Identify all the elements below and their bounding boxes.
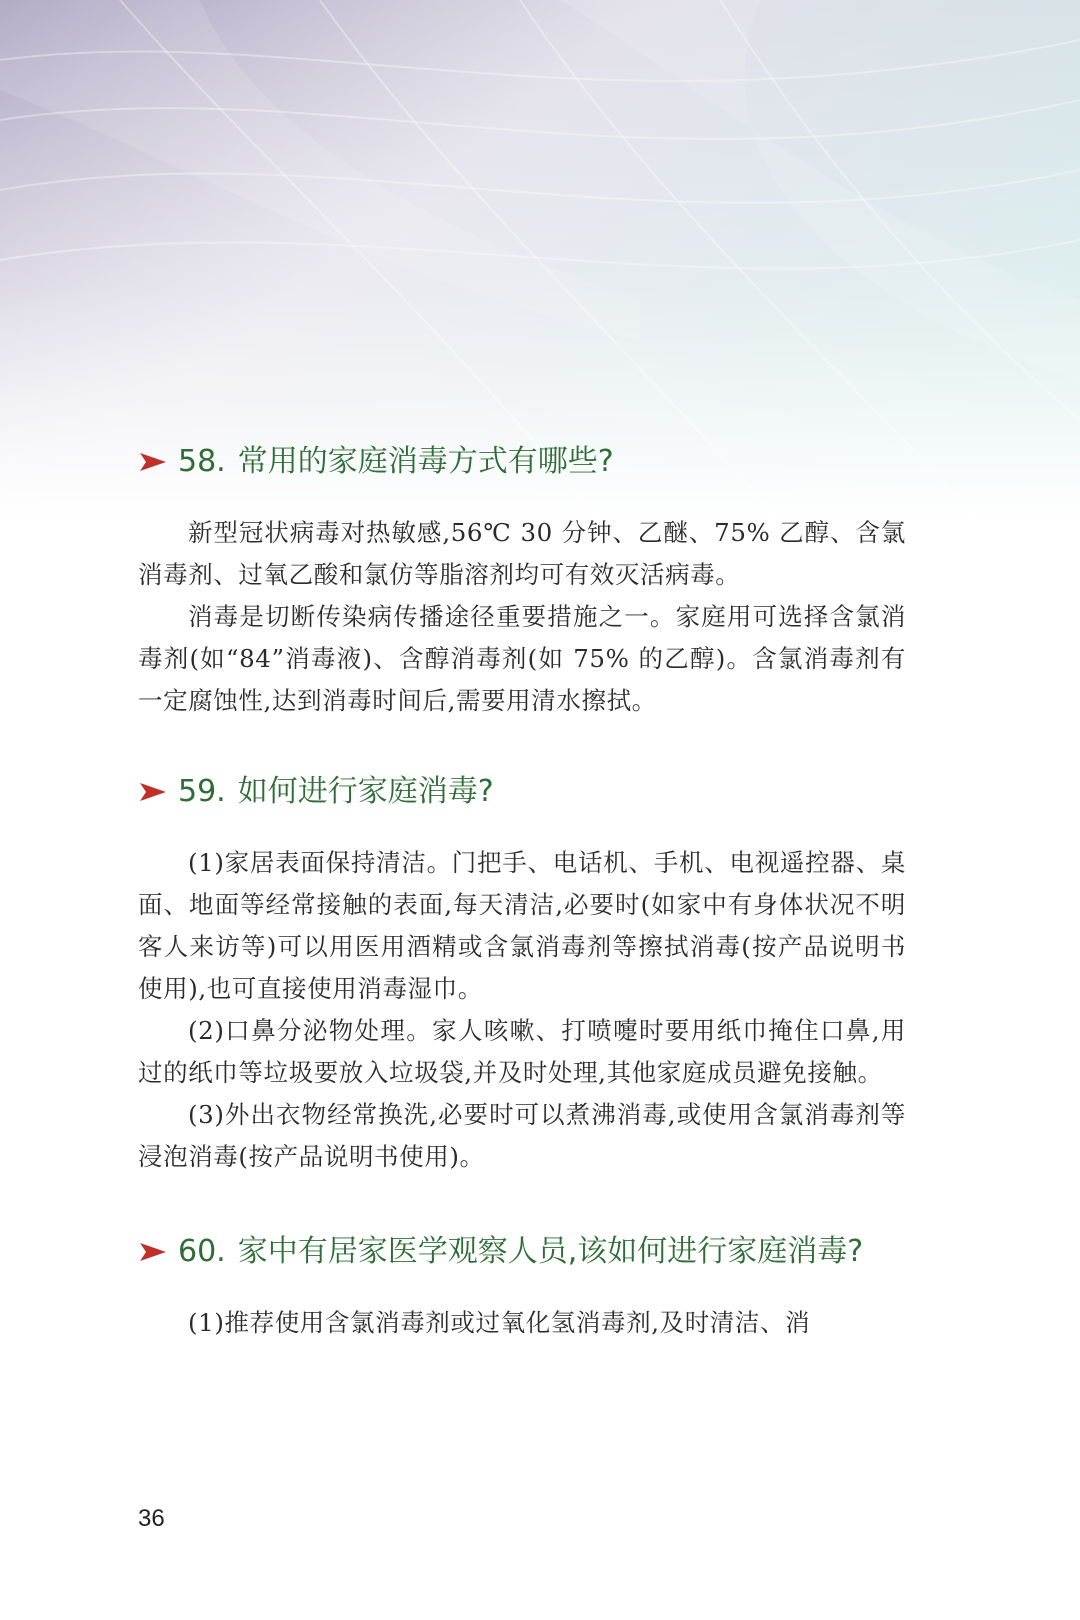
section-number: 60.: [178, 1234, 226, 1269]
paragraph: (2)口鼻分泌物处理。家人咳嗽、打喷嚏时要用纸巾掩住口鼻,用过的纸巾等垃圾要放入垃圾袋,并及时处理,其他家庭成员避免接触。: [138, 1016, 906, 1087]
paragraph: 消毒是切断传染病传播途径重要措施之一。家庭用可选择含氯消毒剂(如“84”消毒液)、含醇消毒剂(如 75% 的乙醇)。含氯消毒剂有一定腐蚀性,达到消毒时间后,需要用清水擦拭。: [138, 602, 906, 715]
section-title: 家中有居家医学观察人员,该如何进行家庭消毒?: [237, 1234, 864, 1269]
page-content: [138, 440, 906, 1344]
section-title: 如何进行家庭消毒?: [237, 774, 494, 809]
paragraph: (1)推荐使用含氯消毒剂或过氧化氢消毒剂,及时清洁、消: [188, 1308, 811, 1337]
section-number: 59.: [178, 774, 226, 809]
paragraph: (3)外出衣物经常换洗,必要时可以煮沸消毒,或使用含氯消毒剂等浸泡消毒(按产品说明书使用)。: [138, 1100, 906, 1171]
section-spacer: [138, 722, 906, 770]
section-title: 常用的家庭消毒方式有哪些?: [237, 444, 614, 479]
section-heading: [138, 770, 906, 814]
section-58: [138, 440, 906, 722]
triangle-arrow-icon: [138, 780, 168, 804]
triangle-arrow-icon: [138, 450, 168, 474]
section-heading: [138, 1230, 906, 1274]
paragraph: 新型冠状病毒对热敏感,56℃ 30 分钟、乙醚、75% 乙醇、含氯消毒剂、过氧乙酸和氯仿等脂溶剂均可有效灭活病毒。: [138, 518, 906, 589]
section-number: 58.: [178, 444, 226, 479]
section-59: [138, 770, 906, 1178]
section-heading: [138, 440, 906, 484]
paragraph: (1)家居表面保持清洁。门把手、电话机、手机、电视遥控器、桌面、地面等经常接触的表面,每天清洁,必要时(如家中有身体状况不明客人来访等)可以用医用酒精或含氯消毒剂等擦拭消毒(按产品说明书使用),也可直接使用消毒湿巾。: [138, 848, 906, 1003]
page-number: 36: [138, 1505, 165, 1532]
triangle-arrow-icon: [138, 1240, 168, 1264]
section-spacer: [138, 1178, 906, 1230]
section-60: [138, 1230, 906, 1344]
